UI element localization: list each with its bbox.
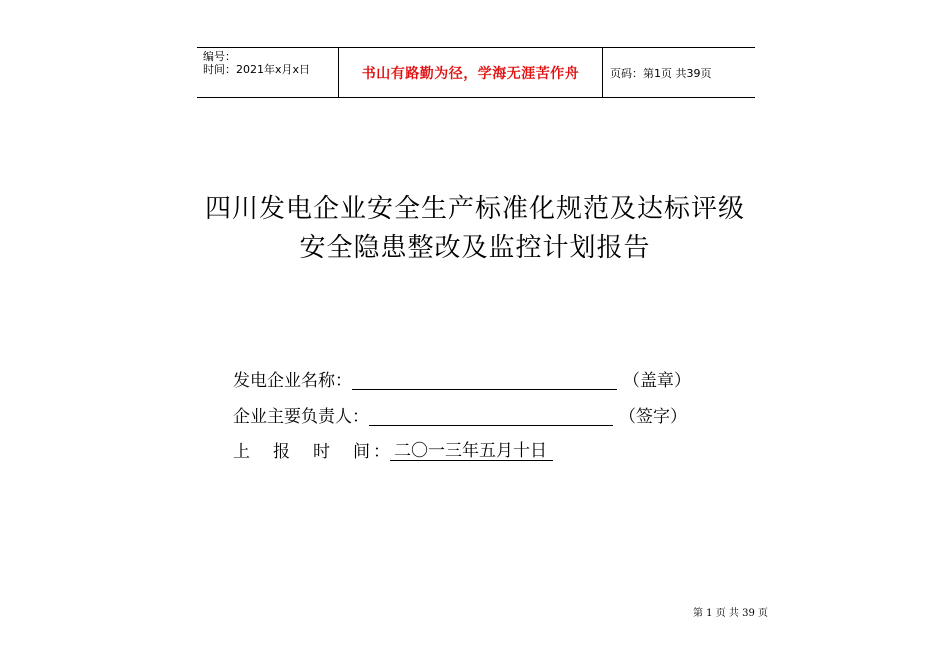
date-label-char: 报 [273, 442, 290, 462]
date-label-char: 上 [233, 442, 250, 462]
header-page-info: 页码：第1页 共39页 [610, 66, 712, 80]
company-name-field[interactable] [352, 369, 617, 390]
date-colon: ： [373, 442, 390, 462]
report-date-row [233, 440, 553, 464]
page-footer: 第 1 页 共 39 页 [693, 608, 768, 619]
date-label-char: 时 [313, 442, 330, 462]
date-label-char: 间 [353, 442, 370, 462]
report-title-line-1: 四川发电企业安全生产标准化规范及达标评级 [204, 194, 745, 224]
header-meta [197, 48, 339, 97]
time-label: 时间：2021年x月x日 [203, 63, 311, 76]
sign-suffix: （签字） [619, 407, 687, 427]
company-label: 发电企业名称： [233, 371, 352, 391]
document-header [197, 47, 755, 98]
leader-label: 企业主要负责人： [233, 407, 369, 427]
report-title-line-2: 安全隐患整改及监控计划报告 [299, 233, 651, 263]
number-label: 编号： [203, 50, 236, 63]
leader-signature-field[interactable] [369, 405, 613, 426]
company-name-row [233, 369, 691, 393]
leader-row [233, 405, 687, 429]
header-motto: 书山有路勤为径，学海无涯苦作舟 [339, 48, 603, 97]
seal-suffix: （盖章） [623, 371, 691, 391]
report-date-value: 二〇一三年五月十日 [390, 440, 553, 461]
